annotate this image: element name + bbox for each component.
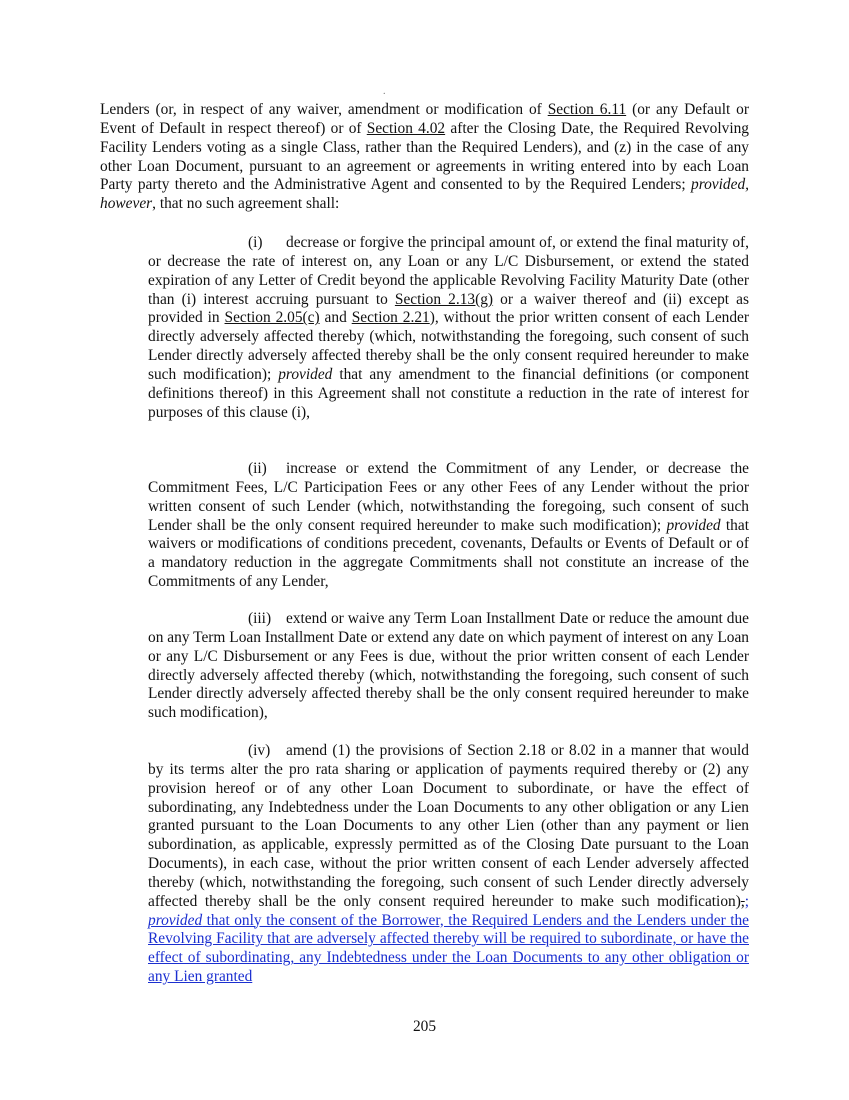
section-reference: Section 6.11 [547,101,627,118]
clause-iii [148,610,749,723]
text: increase or extend the Commitment of any Lender, or decrease the Commitment Fees, L/C Participation Fees or any other Fees of any Lender without the prior written consent of such Lender (which, notwithstanding the foregoing, such consent of such Lender shall be the only consent required hereunder to make such modification); [148,460,749,534]
clause-ii [148,460,749,592]
top-mark: . [383,86,386,97]
text: ), without the prior written consent of each Lender directly adversely affected thereby (which, notwithstanding the foregoing, such consent of such Lender directly adversely affected thereby shall be the only consent required hereunder to make such modification); [148,309,750,383]
text: that any amendment to the financial definitions (or component definitions thereof) in this Agreement shall not constitute a reduction in the rate of interest for purposes of this clause (i), [148,365,749,421]
text: or a waiver thereof and (ii) except as provided in [148,290,749,327]
emphasis: provided [666,516,721,534]
inserted-text: that only the consent of the Borrower, the Required Lenders and the Lenders under the Revolving Facility that are adversely affected thereby will be required to subordinate, or have the effect of subordinating, any Indebtedness under the Loan Documents to any other obligation or any Lien granted [148,911,749,986]
text: decrease or forgive the principal amount of, or extend the final maturity of, or decrease the rate of interest on, any Loan or any L/C Disbursement, or extend the stated expiration of any Letter of Credit beyond the applicable Revolving Facility Maturity Date (other than (i) interest accruing pursuant to [148,234,749,308]
clause-number: (ii) [248,460,267,477]
section-reference: Section 2.13(g) [394,290,494,308]
emphasis: provided [278,365,333,383]
clause-iv [148,742,749,987]
clause-i [148,234,749,422]
inserted-text: ; [744,892,749,910]
text: extend or waive any Term Loan Installment Date or reduce the amount due on any Term Loan Installment Date or extend any date on which payment of interest on any Loan or any L/C Disbursement or any Fees is due, without the prior written consent of each Lender directly adversely affected thereby (which, notwithstanding the foregoing, such consent of such Lender directly adversely affected thereby shall be the only consent required hereunder to make such modification), [148,610,749,722]
page-number: 205 [412,1018,437,1035]
text: and [319,309,352,327]
intro-paragraph [100,101,749,214]
emphasis: provided, however [100,176,749,213]
section-reference: Section 2.21 [351,309,430,327]
text: (or any Default or Event of Default in respect thereof) or of [100,101,749,137]
section-reference: Section 4.02 [366,119,446,137]
deleted-text: , [740,892,745,910]
clause-number: (i) [248,234,263,251]
inserted-emphasis: provided [148,911,203,929]
text: amend (1) the provisions of Section 2.18 or 8.02 in a manner that would by its terms alter the pro rata sharing or application of payments required thereby or (2) any provision hereof or of any other Loan Document to subordinate, or have the effect of subordinating, any Indebtedness under the Loan Documents to any other obligation or any Lien granted pursuant to the Loan Documents to any other Lien (other than any payment or lien subordination, as applicable, expressly permitted as of the Closing Date pursuant to the Loan Documents), in each case, without the prior written consent of each Lender adversely affected thereby (which, notwithstanding the foregoing, such consent of such Lender directly adversely affected thereby shall be the only consent required hereunder to make such modification) [148,742,749,910]
text: Lenders (or, in respect of any waiver, amendment or modification of [100,101,548,118]
text: , that no such agreement shall: [152,195,340,213]
text: after the Closing Date, the Required Revolving Facility Lenders voting as a single Class, rather than the Required Lenders), and (z) in the case of any other Loan Document, pursuant to an agreement or agreements in writing entered into by each Loan Party party thereto and the Administrative Agent and consented to by the Required Lenders; [100,119,750,194]
clause-number: (iv) [248,742,271,759]
clause-number: (iii) [248,610,272,627]
section-reference: Section 2.05(c) [224,309,320,327]
text: that waivers or modifications of conditions precedent, covenants, Defaults or Events of Default or of a mandatory reduction in the aggregate Commitments shall not constitute an increase of the Commitments of any Lender, [148,516,749,591]
